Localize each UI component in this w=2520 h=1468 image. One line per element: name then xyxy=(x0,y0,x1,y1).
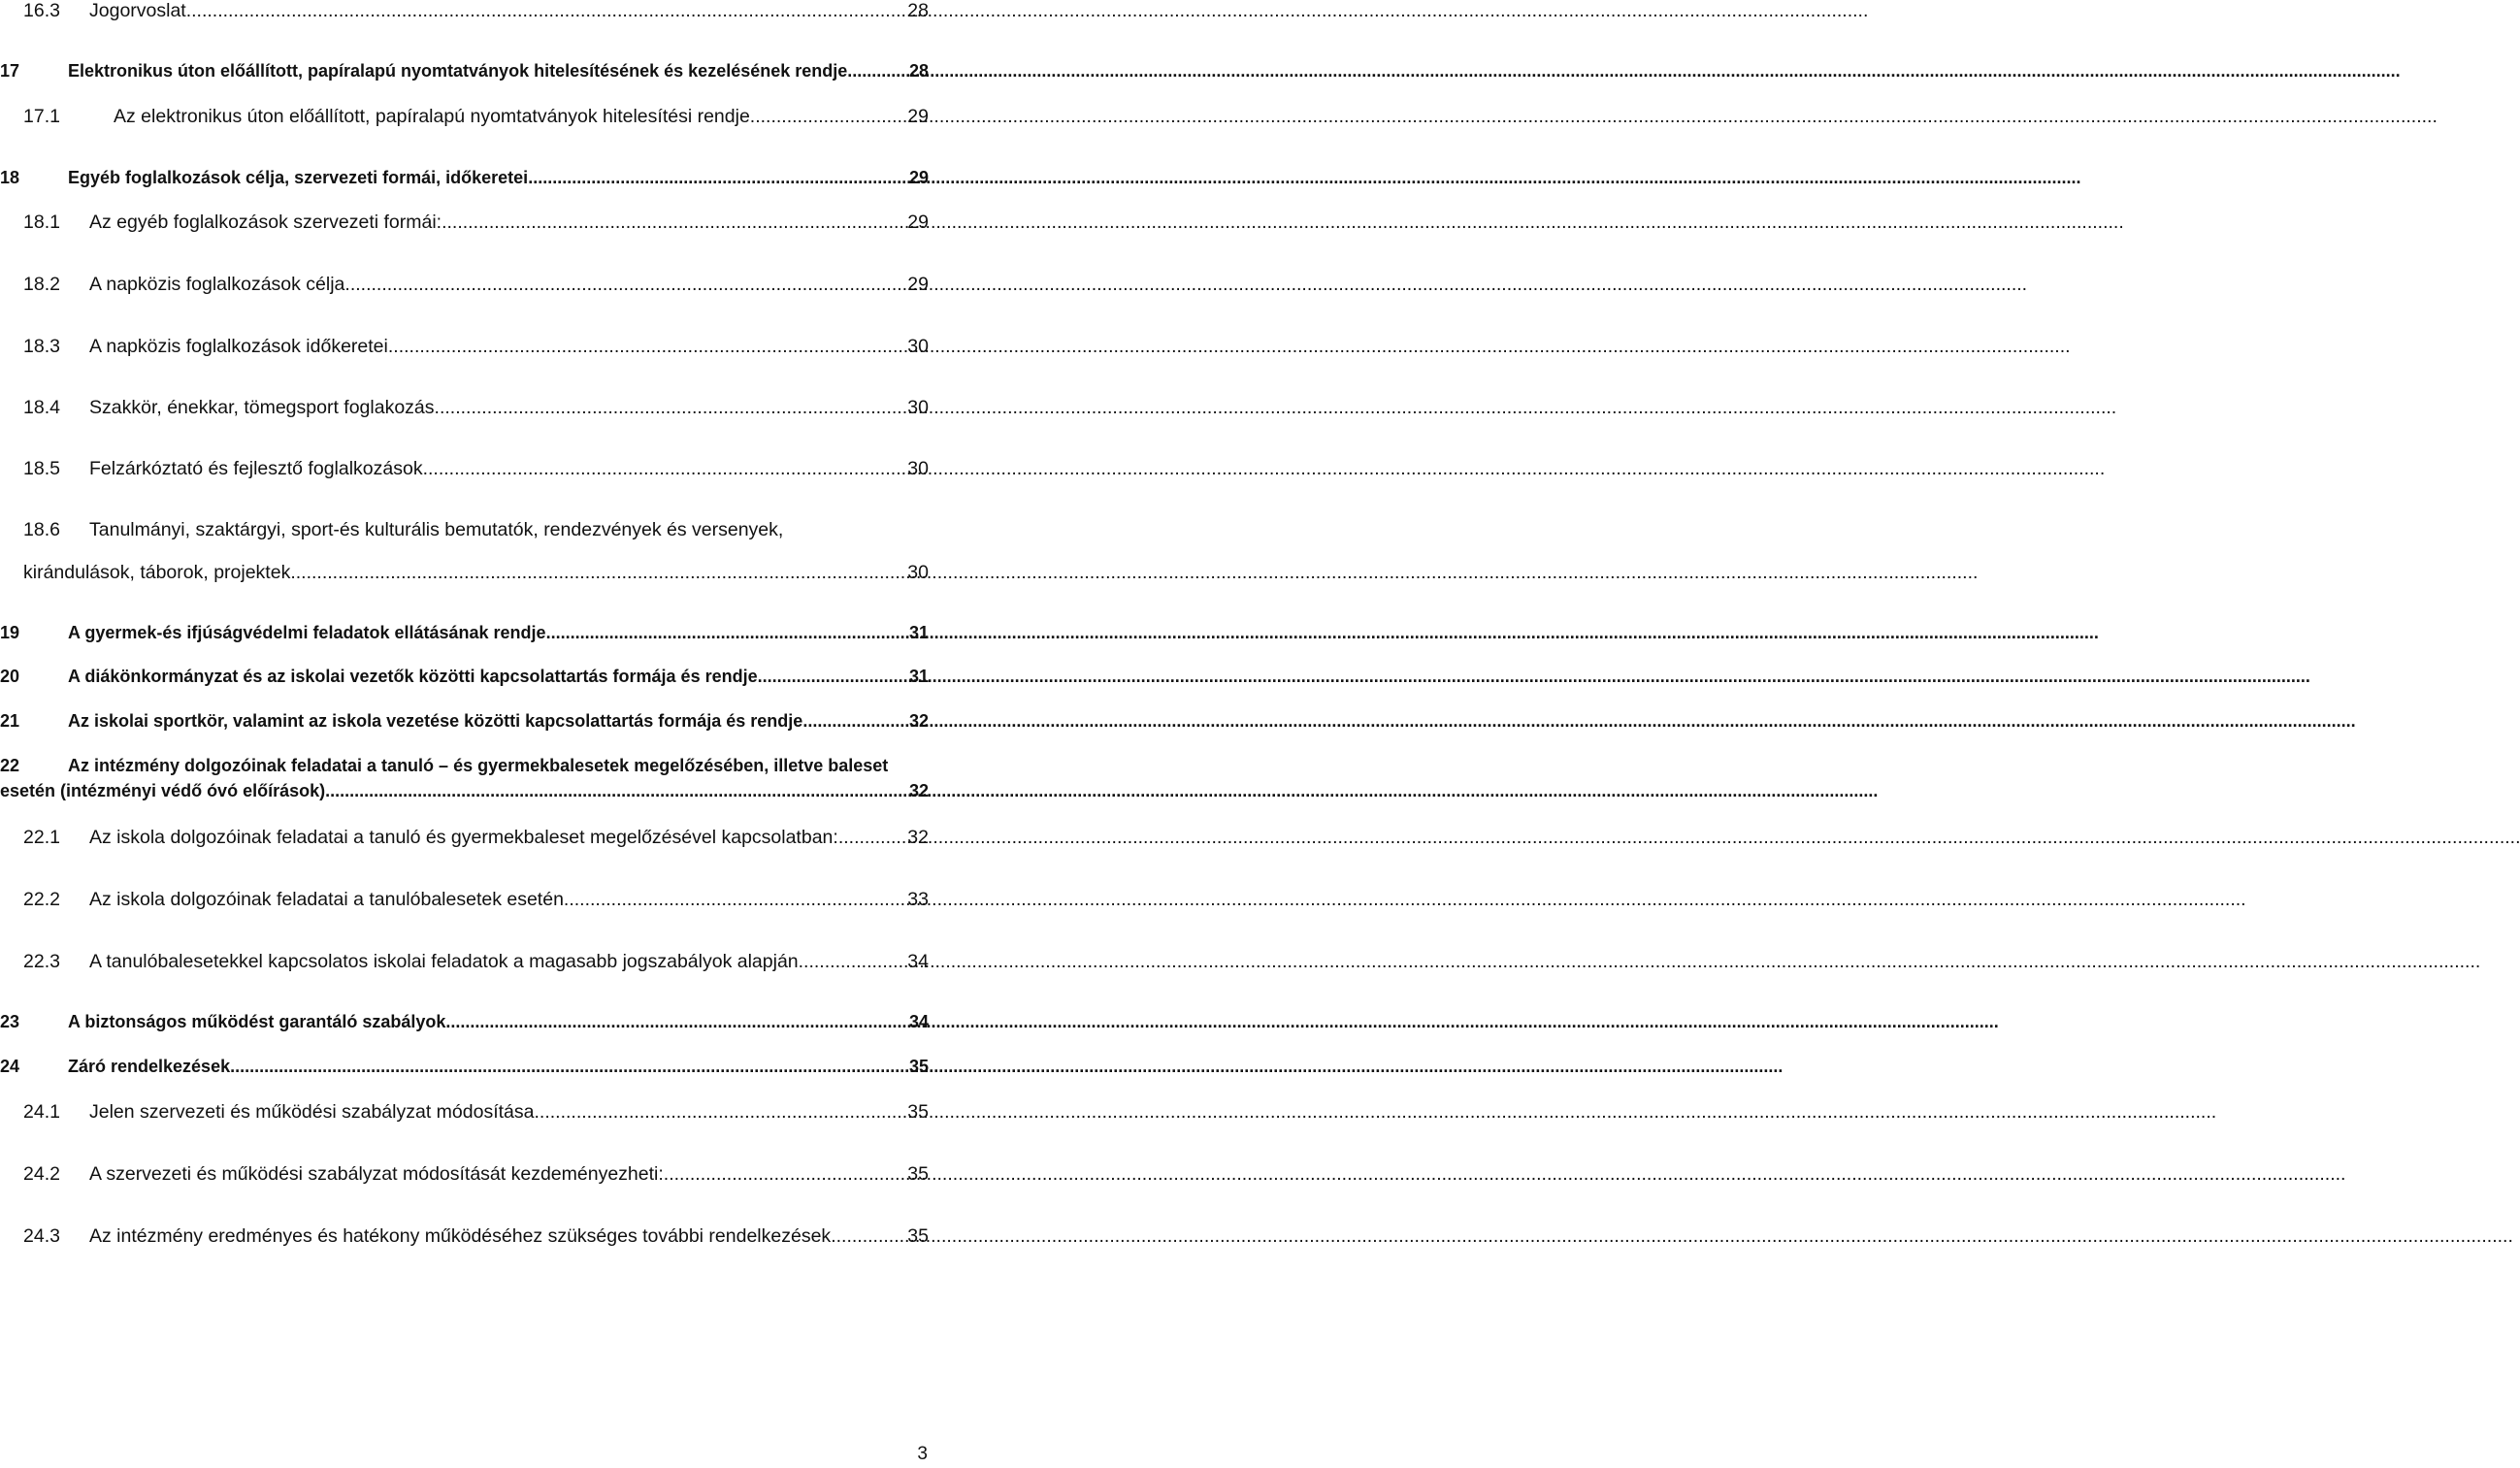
toc-leader-dots xyxy=(445,1012,907,1032)
toc-leader-dots xyxy=(388,336,905,358)
toc-number: 18.4 xyxy=(23,397,60,418)
toc-page: 30 xyxy=(907,397,929,418)
toc-page: 31 xyxy=(908,667,929,686)
toc-leader-dots xyxy=(564,889,905,911)
toc-leader-dots xyxy=(838,827,905,849)
toc-title: Záró rendelkezések xyxy=(68,1057,231,1076)
toc-page: 30 xyxy=(907,562,929,583)
toc-leader-dots xyxy=(435,397,906,419)
toc-number: 23 xyxy=(0,1012,20,1031)
toc-leader-dots xyxy=(755,106,905,128)
toc-page: 29 xyxy=(908,168,929,187)
toc-leader-dots xyxy=(831,1225,905,1248)
toc-page: 30 xyxy=(907,458,929,479)
toc-number: 22.1 xyxy=(23,827,60,848)
toc-page: 32 xyxy=(908,781,929,800)
toc-title: Tanulmányi, szaktárgyi, sport-és kulturális bemutatók, rendezvények és versenyek, xyxy=(89,519,784,540)
toc-leader-dots xyxy=(847,61,907,82)
toc-page: 35 xyxy=(908,1057,929,1076)
toc-title: A napközis foglalkozások időkeretei xyxy=(89,336,388,357)
toc-leader-dots xyxy=(230,1057,907,1077)
toc-number: 18 xyxy=(0,168,20,187)
toc-number: 24.2 xyxy=(23,1163,60,1185)
toc-number: 21 xyxy=(0,711,20,731)
toc-number: 20 xyxy=(0,667,20,686)
toc-leader-dots xyxy=(534,1101,905,1124)
toc-number: 18.6 xyxy=(23,519,60,540)
toc-page: 28 xyxy=(908,61,929,81)
toc-number: 18.5 xyxy=(23,458,60,479)
toc-page: 34 xyxy=(907,951,929,972)
toc-title: Az egyéb foglalkozások szervezeti formái: xyxy=(89,212,442,233)
toc-title: A szervezeti és működési szabályzat módosítását kezdeményezheti: xyxy=(89,1163,664,1185)
toc-number: 24.1 xyxy=(23,1101,60,1123)
toc-title: A gyermek-és ifjúságvédelmi feladatok ellátásának rendje xyxy=(68,623,546,642)
toc-page: 29 xyxy=(907,106,929,127)
toc-number: 18.1 xyxy=(23,212,60,233)
toc-title: Felzárkóztató és fejlesztő foglalkozások xyxy=(89,458,423,479)
toc-page: 28 xyxy=(907,0,929,21)
toc-title: Az iskolai sportkör, valamint az iskola vezetése közötti kapcsolattartás formája és rendje xyxy=(68,711,803,731)
toc-number: 17 xyxy=(0,61,20,81)
toc-title: Szakkör, énekkar, tömegsport foglakozás xyxy=(89,397,435,418)
toc-number: 18.3 xyxy=(23,336,60,357)
toc-title: A tanulóbalesetekkel kapcsolatos iskolai feladatok a magasabb jogszabályok alapján xyxy=(89,951,799,972)
toc-title: A biztonságos működést garantáló szabályok xyxy=(68,1012,446,1031)
toc-leader-dots xyxy=(325,781,907,801)
toc-number: 18.2 xyxy=(23,274,60,295)
toc-title: Az intézmény dolgozóinak feladatai a tanuló – és gyermekbalesetek megelőzésében, illetve baleset xyxy=(68,756,889,775)
toc-title-continued: kirándulások, táborok, projektek. xyxy=(23,562,296,583)
toc-title: Elektronikus úton előállított, papíralapú nyomtatványok hitelesítésének és kezelésének rendje xyxy=(68,61,848,81)
toc-title: Az intézmény eredményes és hatékony működéséhez szükséges további rendelkezések xyxy=(89,1225,832,1247)
toc-leader-dots xyxy=(664,1163,906,1186)
toc-page: 35 xyxy=(907,1163,929,1185)
toc-page: 29 xyxy=(907,274,929,295)
toc-leader-dots xyxy=(799,951,906,973)
toc-number: 22.3 xyxy=(23,951,60,972)
toc-page: 34 xyxy=(908,1012,929,1031)
toc-page: 31 xyxy=(908,623,929,642)
toc-leader-dots xyxy=(296,562,906,584)
toc-title: A diákönkormányzat és az iskolai vezetők közötti kapcsolattartás formája és rendje xyxy=(68,667,758,686)
toc-page: 32 xyxy=(908,711,929,731)
toc-leader-dots xyxy=(344,274,905,296)
toc-number: 22.2 xyxy=(23,889,60,910)
toc-page: 32 xyxy=(907,827,929,848)
toc-number: 24.3 xyxy=(23,1225,60,1247)
toc-page: 33 xyxy=(907,889,929,910)
toc-page: 35 xyxy=(907,1101,929,1123)
toc-title: Az elektronikus úton előállított, papíralapú nyomtatványok hitelesítési rendje. xyxy=(114,106,756,127)
toc-number: 16.3 xyxy=(23,0,60,21)
toc-leader-dots xyxy=(546,623,907,643)
toc-title: A napközis foglalkozások célja xyxy=(89,274,345,295)
toc-number: 19 xyxy=(0,623,20,642)
toc-number: 17.1 xyxy=(23,106,60,127)
page-number: 3 xyxy=(917,1444,928,1464)
toc-leader-dots xyxy=(442,212,905,234)
toc-page: 30 xyxy=(907,336,929,357)
toc-title: Jogorvoslat xyxy=(89,0,186,21)
toc-leader-dots xyxy=(528,168,907,188)
toc-leader-dots xyxy=(802,711,907,732)
toc-leader-dots xyxy=(186,0,906,22)
toc-title: Jelen szervezeti és működési szabályzat módosítása xyxy=(89,1101,535,1123)
toc-page: 35 xyxy=(907,1225,929,1247)
toc-title: Egyéb foglalkozások célja, szervezeti formái, időkeretei xyxy=(68,168,529,187)
toc-number: 22 xyxy=(0,756,20,775)
toc-page: 29 xyxy=(907,212,929,233)
toc-number: 24 xyxy=(0,1057,20,1076)
toc-leader-dots xyxy=(423,458,906,480)
toc-leader-dots xyxy=(758,667,907,687)
toc-title: Az iskola dolgozóinak feladatai a tanuló és gyermekbaleset megelőzésével kapcsolatban: xyxy=(89,827,838,848)
toc-title: Az iskola dolgozóinak feladatai a tanulóbalesetek esetén xyxy=(89,889,564,910)
toc-title-continued: esetén (intézményi védő óvó előírások) xyxy=(0,781,326,800)
